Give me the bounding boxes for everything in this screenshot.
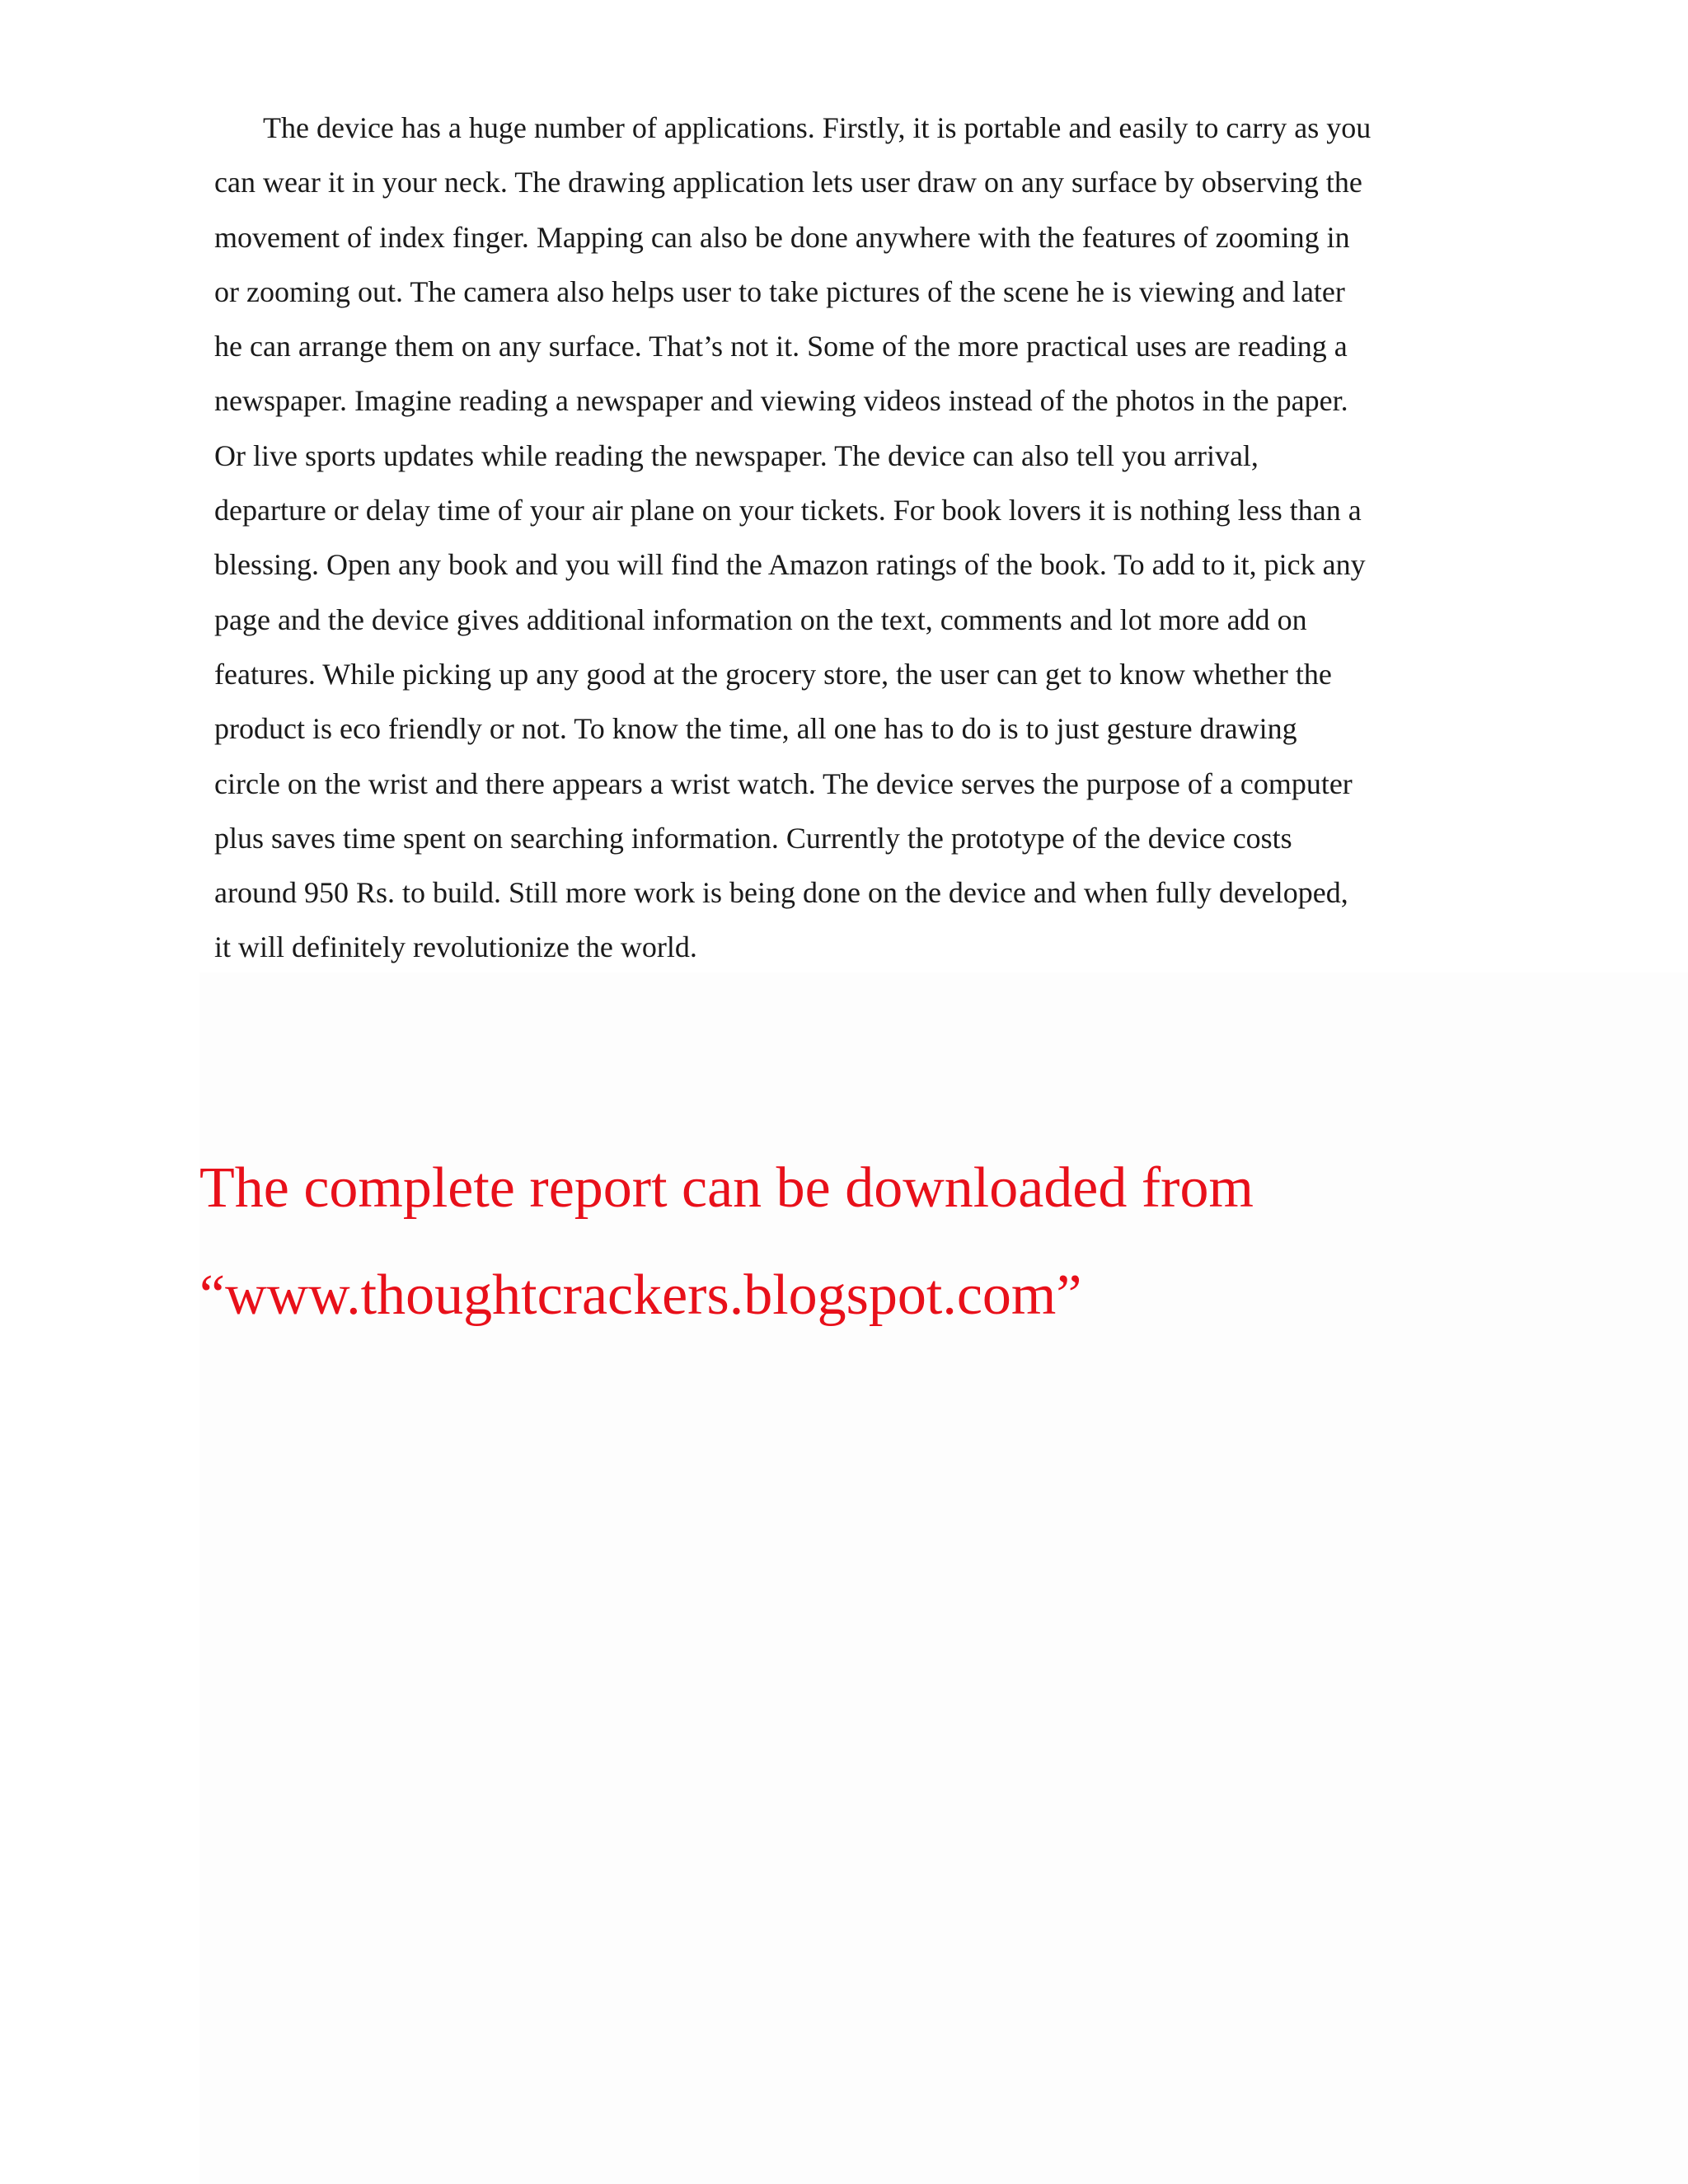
body-line-5: he can arrange them on any surface. That’s not it. Some of the more practical uses are reading a	[214, 330, 1348, 363]
body-line-1: The device has a huge number of applications. Firstly, it is portable and easily to carry as you	[263, 111, 1372, 144]
body-line-10: page and the device gives additional information on the text, comments and lot more add on	[214, 602, 1307, 636]
body-line-11: features. While picking up any good at the grocery store, the user can get to know whether the	[214, 657, 1332, 691]
body-line-6: newspaper. Imagine reading a newspaper and viewing videos instead of the photos in the paper.	[214, 384, 1348, 418]
body-line-14: plus saves time spent on searching information. Currently the prototype of the device costs	[214, 821, 1292, 855]
download-note	[199, 1147, 1601, 1361]
body-line-8: departure or delay time of your air plane on your tickets. For book lovers it is nothing less than a	[214, 494, 1362, 527]
body-line-9: blessing. Open any book and you will find the Amazon ratings of the book. To add to it, pick any	[214, 548, 1366, 582]
body-line-15: around 950 Rs. to build. Still more work is being done on the device and when fully developed,	[214, 876, 1348, 910]
body-line-12: product is eco friendly or not. To know the time, all one has to do is to just gesture drawing	[214, 712, 1297, 746]
body-line-2: can wear it in your neck. The drawing application lets user draw on any surface by observing the	[214, 166, 1362, 199]
body-paragraph	[214, 101, 1451, 975]
download-note-text: The complete report can be downloaded from	[199, 1156, 1254, 1220]
body-line-4: or zooming out. The camera also helps user to take pictures of the scene he is viewing and later	[214, 274, 1345, 308]
body-line-3: movement of index finger. Mapping can also be done anywhere with the features of zooming in	[214, 220, 1350, 254]
body-line-13: circle on the wrist and there appears a wrist watch. The device serves the purpose of a computer	[214, 766, 1353, 800]
body-line-16: it will definitely revolutionize the world.	[214, 930, 697, 964]
download-url-text: “www.thoughtcrackers.blogspot.com”	[199, 1263, 1082, 1327]
body-line-7: Or live sports updates while reading the newspaper. The device can also tell you arrival,	[214, 438, 1259, 472]
